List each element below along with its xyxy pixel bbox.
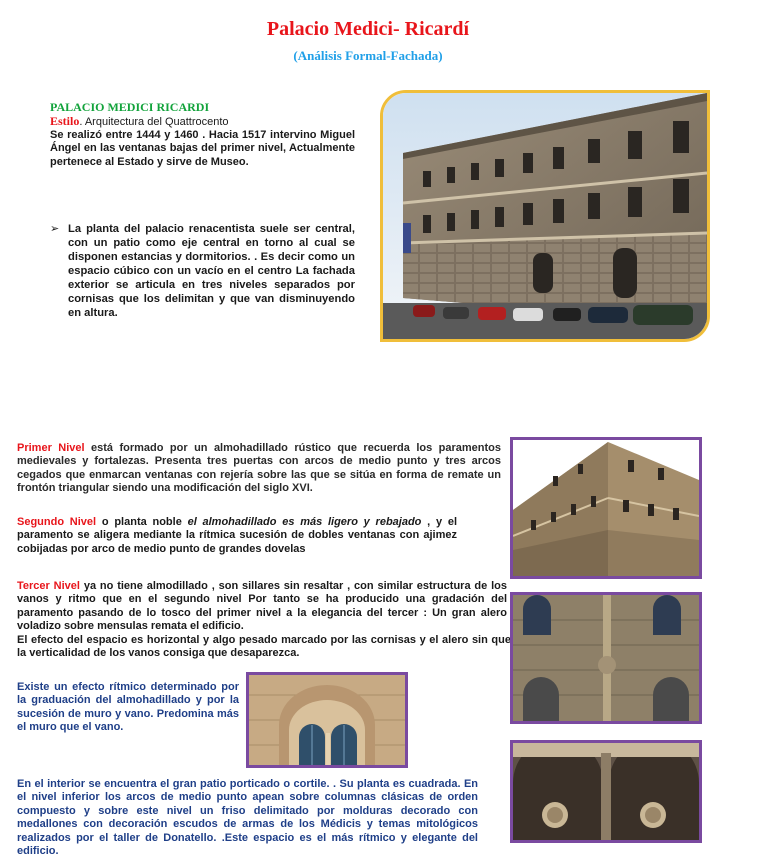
first-level-paragraph — [17, 442, 501, 496]
page-title: Palacio Medici- Ricardí — [266, 18, 470, 40]
second-level-text-a: o planta noble — [96, 516, 188, 528]
first-level-text: está formado por un almohadillado rústico que recuerda los paramentos medievales y fortalezas. Presenta tres puertas con arcos de medio punto y tres arcos cegados que enmarcan ventanas con rejería sobre las que se sitúa en forma de remate un frontón triangular siendo una modificación del siglo XVI. — [17, 442, 502, 495]
window-detail-photo — [246, 672, 408, 768]
third-level-paragraph — [17, 580, 507, 634]
second-level-text-b: , y el paramento se aligera mediante la rítmica sucesión de dobles ventanas con ajimez cobijadas por arco de medio punto de grandes dovelas — [17, 516, 457, 555]
intro-heading: PALACIO MEDICI RICARDI — [50, 100, 210, 114]
second-level-italic: el almohadillado es más ligero y rebajado — [187, 516, 422, 528]
bullet-text: La planta del palacio renacentista suele ser central, con un patio como eje central en torno al cual se disponen estancias y dormitorios. . Es decir como un espacio cúbico con un vacío en el centro La fachada exterior se articula en tres niveles separados por cornisas que los delimitan y que van disminuyendo en altura. — [68, 223, 355, 319]
style-line — [50, 115, 355, 129]
style-label: Estilo — [50, 114, 80, 128]
rhythm-paragraph: Existe un efecto rítmico determinado por la graduación del almohadillado y por la sucesión de muro y vano. Predomina más el muro que el vano. — [17, 681, 239, 734]
bullet-block — [50, 222, 355, 320]
corner-facade-photo — [510, 437, 702, 579]
effect-paragraph: El efecto del espacio es horizontal y algo pesado marcado por las cornisas y el alero sin que la verticalidad de los vanos consiga que desaparezca. — [17, 634, 511, 660]
second-level-paragraph — [17, 516, 457, 556]
third-level-label: Tercer Nivel — [17, 580, 80, 592]
style-value: . Arquitectura del Quattrocento — [79, 116, 229, 128]
first-level-label: Primer Nivel — [17, 442, 85, 454]
intro-block — [50, 100, 355, 169]
palace-facade-photo — [380, 90, 710, 342]
interior-paragraph: En el interior se encuentra el gran patio porticado o cortile. . Su planta es cuadrada. En el nivel inferior los arcos de medio punto apean sobre columnas clásicas de orden compuesto y sobre este nivel un friso delimitado por molduras decorado con medallones con decoración escudos de armas de los Médicis y temas mitológicos realizados por el taller de Donatello. .Este espacio es el más rítmico y elegante del edificio. — [17, 778, 478, 858]
intro-paragraph: Se realizó entre 1444 y 1460 . Hacia 1517 intervino Miguel Ángel en las ventanas bajas del primer nivel, Actualmente pertenece al Estado y sirve de Museo. — [50, 129, 355, 168]
bullet-arrow-icon: ➢ — [50, 223, 60, 235]
second-level-label: Segundo Nivel — [17, 516, 97, 528]
courtyard-medallions-photo — [510, 740, 702, 843]
page-subtitle: (Análisis Formal-Fachada) — [293, 48, 443, 63]
third-level-text: ya no tiene almodillado , son sillares sin resaltar , con similar estructura de los vanos y ritmo que en el segundo nivel Por tanto se ha producido una gradación del paramento pasando de lo tosco del primer nivel a la elegancia del tercer : Un gran alero voladizo sobre mensulas remata el edificio. — [17, 580, 507, 633]
upper-level-detail-photo — [510, 592, 702, 724]
